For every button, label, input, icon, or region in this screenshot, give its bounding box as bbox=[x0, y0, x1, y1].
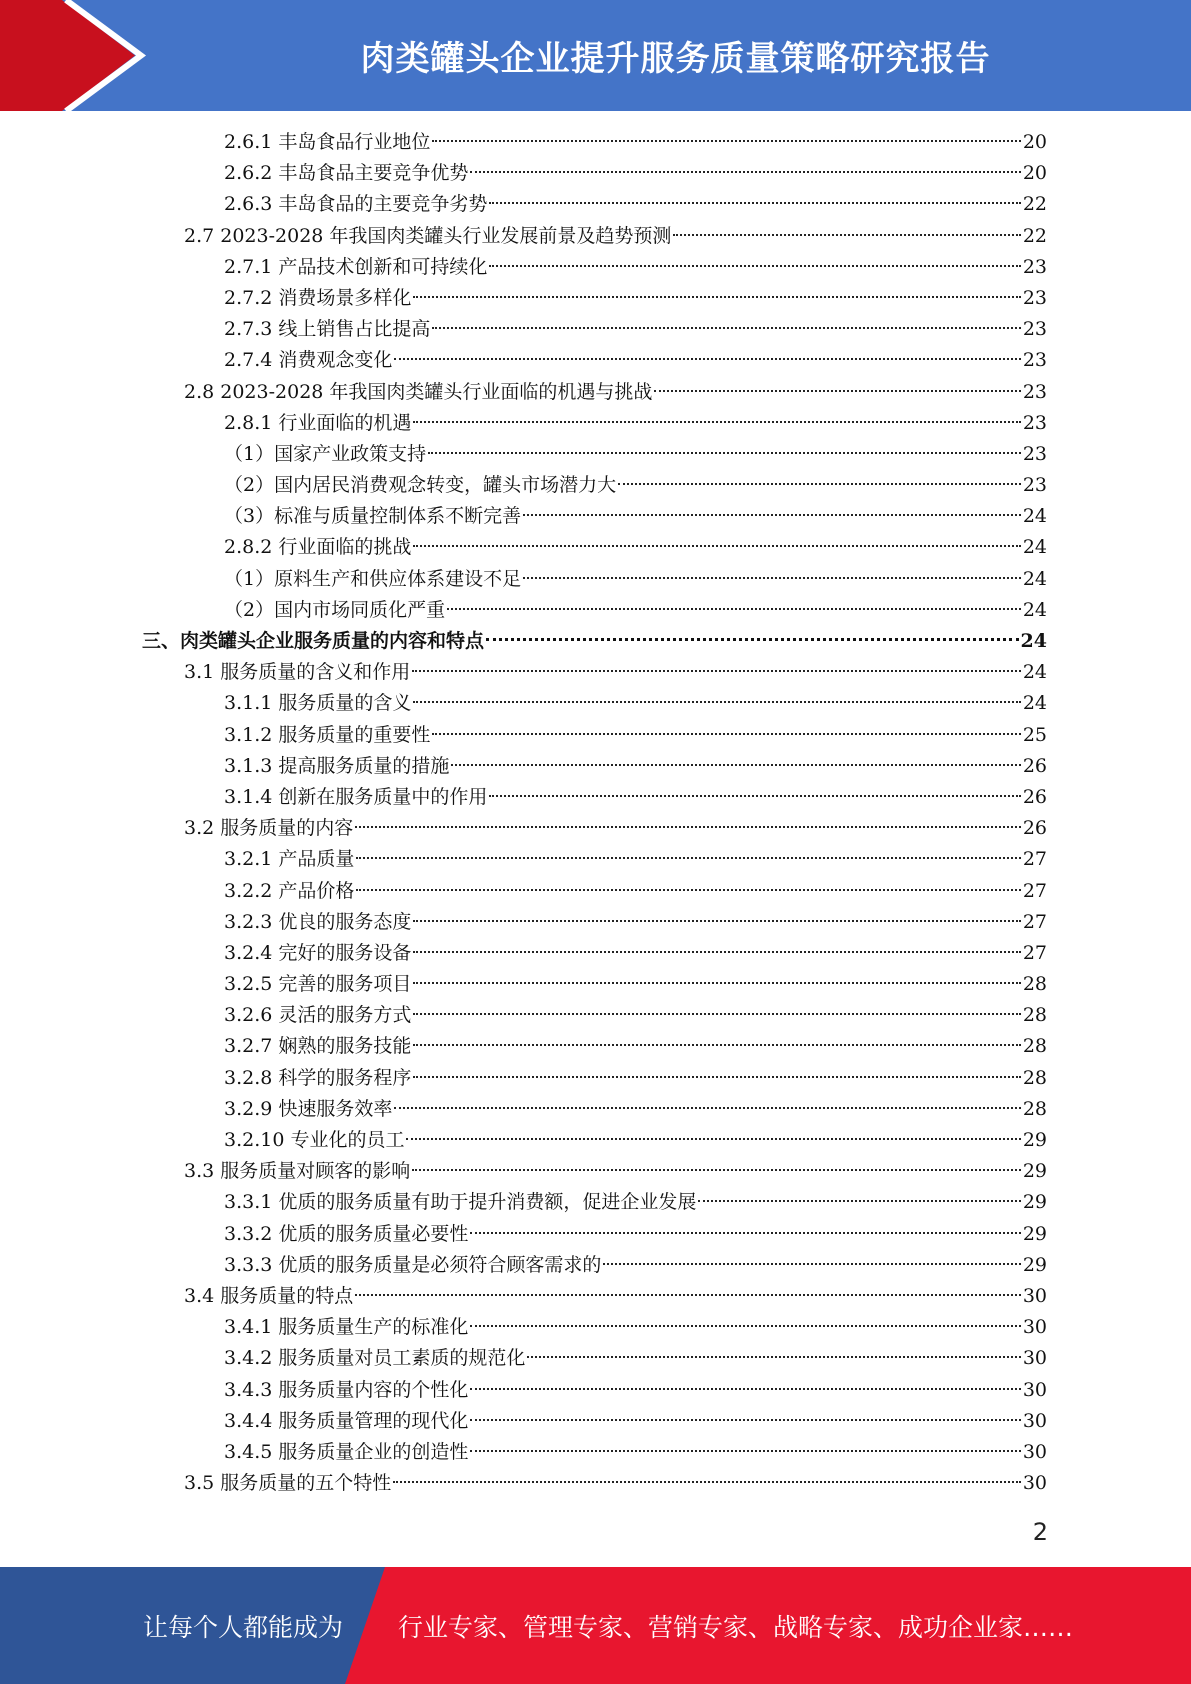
toc-entry-page: 22 bbox=[1022, 224, 1047, 247]
toc-dot-leader bbox=[489, 202, 1020, 204]
toc-dot-leader bbox=[489, 795, 1020, 797]
toc-dot-leader bbox=[447, 608, 1021, 610]
toc-entry[interactable] bbox=[0, 969, 1191, 1000]
toc-entry[interactable] bbox=[0, 1375, 1191, 1406]
toc-entry[interactable] bbox=[0, 595, 1191, 626]
toc-entry-page: 29 bbox=[1022, 1191, 1047, 1214]
toc-entry[interactable] bbox=[0, 127, 1191, 158]
toc-entry[interactable] bbox=[0, 345, 1191, 376]
toc-entry-page: 23 bbox=[1022, 380, 1047, 403]
toc-entry-page: 23 bbox=[1022, 318, 1047, 341]
toc-dot-leader bbox=[470, 1232, 1020, 1234]
toc-entry-page: 30 bbox=[1022, 1316, 1047, 1339]
report-title: 肉类罐头企业提升服务质量策略研究报告 bbox=[360, 39, 991, 79]
toc-entry[interactable] bbox=[0, 938, 1191, 969]
toc-dot-leader bbox=[698, 1200, 1020, 1202]
toc-entry[interactable] bbox=[0, 314, 1191, 345]
toc-entry[interactable] bbox=[0, 1031, 1191, 1062]
chevron-red-shape bbox=[0, 0, 135, 111]
toc-entry-title: 3.2 服务质量的内容 bbox=[184, 817, 354, 840]
toc-dot-leader bbox=[413, 296, 1020, 298]
toc-entry-title: 3.1 服务质量的含义和作用 bbox=[184, 661, 411, 684]
toc-dot-leader bbox=[413, 701, 1020, 703]
toc-entry-title: 2.6.2 丰岛食品主要竞争优势 bbox=[224, 162, 469, 185]
toc-entry-title: （1）原料生产和供应体系建设不足 bbox=[224, 567, 522, 590]
toc-entry-page: 26 bbox=[1022, 754, 1047, 777]
toc-entry[interactable] bbox=[0, 408, 1191, 439]
toc-dot-leader bbox=[356, 857, 1020, 859]
toc-dot-leader bbox=[523, 577, 1021, 579]
toc-entry[interactable] bbox=[0, 252, 1191, 283]
toc-entry-page: 24 bbox=[1020, 630, 1047, 652]
toc-dot-leader bbox=[527, 1356, 1020, 1358]
toc-dot-leader bbox=[432, 327, 1020, 329]
toc-entry-title: （2）国内居民消费观念转变，罐头市场潜力大 bbox=[224, 474, 617, 497]
toc-entry-title: 2.7.2 消费场景多样化 bbox=[224, 286, 412, 309]
toc-dot-leader bbox=[356, 889, 1020, 891]
toc-dot-leader bbox=[470, 1325, 1020, 1327]
toc-entry-page: 30 bbox=[1022, 1347, 1047, 1370]
toc-entry-title: 3.4.4 服务质量管理的现代化 bbox=[224, 1409, 469, 1432]
toc-dot-leader bbox=[470, 1450, 1020, 1452]
toc-entry[interactable] bbox=[0, 876, 1191, 907]
toc-dot-leader bbox=[413, 951, 1020, 953]
toc-entry[interactable] bbox=[0, 1406, 1191, 1437]
toc-entry-page: 24 bbox=[1022, 536, 1047, 559]
toc-entry[interactable] bbox=[0, 532, 1191, 563]
toc-dot-leader bbox=[355, 826, 1021, 828]
toc-entry-title: 2.7.4 消费观念变化 bbox=[224, 349, 393, 372]
toc-entry-title: 3.2.7 娴熟的服务技能 bbox=[224, 1035, 412, 1058]
toc-entry[interactable] bbox=[0, 1281, 1191, 1312]
toc-entry-page: 23 bbox=[1022, 255, 1047, 278]
toc-entry[interactable] bbox=[0, 907, 1191, 938]
toc-dot-leader bbox=[432, 140, 1020, 142]
toc-entry-title: 3.2.3 优良的服务态度 bbox=[224, 910, 412, 933]
toc-dot-leader bbox=[413, 421, 1020, 423]
toc-entry[interactable] bbox=[0, 844, 1191, 875]
toc-entry-page: 26 bbox=[1022, 817, 1047, 840]
toc-entry[interactable] bbox=[0, 377, 1191, 408]
toc-dot-leader bbox=[428, 452, 1021, 454]
toc-dot-leader bbox=[406, 1138, 1020, 1140]
toc-entry-page: 23 bbox=[1022, 474, 1047, 497]
toc-dot-leader bbox=[413, 1044, 1020, 1046]
toc-dot-leader bbox=[393, 1481, 1021, 1483]
toc-entry-title: （1）国家产业政策支持 bbox=[224, 442, 427, 465]
toc-dot-leader bbox=[355, 1294, 1021, 1296]
toc-dot-leader bbox=[412, 670, 1021, 672]
toc-entry-page: 24 bbox=[1022, 505, 1047, 528]
toc-entry[interactable] bbox=[0, 221, 1191, 252]
toc-entry[interactable] bbox=[0, 813, 1191, 844]
toc-entry-page: 29 bbox=[1022, 1222, 1047, 1245]
toc-dot-leader bbox=[413, 1013, 1020, 1015]
toc-dot-leader bbox=[489, 265, 1020, 267]
page-footer bbox=[0, 1567, 1191, 1684]
chevron-decoration bbox=[0, 0, 160, 111]
toc-entry[interactable] bbox=[0, 158, 1191, 189]
toc-entry-title: 3.1.3 提高服务质量的措施 bbox=[224, 754, 450, 777]
toc-entry-page: 24 bbox=[1022, 567, 1047, 590]
toc-entry-title: （3）标准与质量控制体系不断完善 bbox=[224, 505, 522, 528]
toc-entry-page: 20 bbox=[1022, 162, 1047, 185]
toc-entry-title: 2.6.1 丰岛食品行业地位 bbox=[224, 131, 431, 153]
toc-entry-title: 2.8.1 行业面临的机遇 bbox=[224, 411, 412, 434]
toc-entry-title: 3.3 服务质量对顾客的影响 bbox=[184, 1160, 411, 1183]
toc-entry-title: 3.2.8 科学的服务程序 bbox=[224, 1066, 412, 1089]
toc-dot-leader bbox=[394, 358, 1020, 360]
toc-entry[interactable] bbox=[0, 1343, 1191, 1374]
toc-entry-page: 23 bbox=[1022, 411, 1047, 434]
toc-entry[interactable] bbox=[0, 657, 1191, 688]
toc-entry-page: 28 bbox=[1022, 1035, 1047, 1058]
toc-entry-title: 3.5 服务质量的五个特性 bbox=[184, 1472, 392, 1495]
toc-entry[interactable] bbox=[0, 1000, 1191, 1031]
toc-entry-page: 26 bbox=[1022, 785, 1047, 808]
toc-entry[interactable] bbox=[0, 1063, 1191, 1094]
toc-entry-title: 3.4 服务质量的特点 bbox=[184, 1284, 354, 1307]
toc-entry-title: 3.2.9 快速服务效率 bbox=[224, 1097, 393, 1120]
toc-entry-page: 29 bbox=[1022, 1160, 1047, 1183]
toc-entry[interactable] bbox=[0, 1094, 1191, 1125]
toc-dot-leader bbox=[413, 1076, 1020, 1078]
toc-entry[interactable] bbox=[0, 1187, 1191, 1218]
page-number: 2 bbox=[1032, 1518, 1048, 1546]
toc-dot-leader bbox=[413, 920, 1020, 922]
toc-entry-title: 三、肉类罐头企业服务质量的内容和特点 bbox=[142, 630, 485, 652]
toc-entry[interactable] bbox=[0, 501, 1191, 532]
toc-entry[interactable] bbox=[0, 189, 1191, 220]
toc-entry-page: 29 bbox=[1022, 1253, 1047, 1276]
toc-dot-leader bbox=[603, 1263, 1020, 1265]
toc-dot-leader bbox=[394, 1107, 1020, 1109]
toc-dot-leader bbox=[654, 390, 1020, 392]
toc-entry-title: 3.2.6 灵活的服务方式 bbox=[224, 1004, 412, 1027]
toc-entry-page: 30 bbox=[1022, 1409, 1047, 1432]
toc-entry-page: 23 bbox=[1022, 286, 1047, 309]
toc-entry-page: 22 bbox=[1022, 193, 1047, 216]
toc-entry[interactable] bbox=[0, 751, 1191, 782]
toc-entry-title: 3.1.4 创新在服务质量中的作用 bbox=[224, 785, 488, 808]
toc-dot-leader bbox=[523, 514, 1021, 516]
toc-dot-leader bbox=[470, 171, 1020, 173]
toc-entry-title: 3.3.3 优质的服务质量是必须符合顾客需求的 bbox=[224, 1253, 602, 1276]
toc-entry-title: 3.4.1 服务质量生产的标准化 bbox=[224, 1316, 469, 1339]
toc-entry[interactable] bbox=[0, 1156, 1191, 1187]
toc-entry[interactable] bbox=[0, 1468, 1191, 1499]
toc-entry-title: 2.8 2023-2028 年我国肉类罐头行业面临的机遇与挑战 bbox=[184, 380, 653, 403]
toc-entry-title: 3.2.10 专业化的员工 bbox=[224, 1129, 405, 1151]
footer-slogan-left: 让每个人都能成为 bbox=[143, 1612, 344, 1642]
toc-entry-title: 3.2.5 完善的服务项目 bbox=[224, 973, 412, 996]
toc-entry-page: 29 bbox=[1022, 1129, 1047, 1151]
toc-entry[interactable] bbox=[0, 688, 1191, 719]
toc-entry[interactable] bbox=[0, 283, 1191, 314]
toc-entry-page: 30 bbox=[1022, 1440, 1047, 1463]
toc-dot-leader bbox=[412, 1169, 1021, 1171]
toc-entry[interactable] bbox=[0, 1219, 1191, 1250]
toc-entry-title: 2.6.3 丰岛食品的主要竞争劣势 bbox=[224, 193, 488, 216]
toc-entry-page: 23 bbox=[1022, 442, 1047, 465]
toc-entry-page: 20 bbox=[1022, 131, 1047, 153]
toc-entry-title: 3.1.2 服务质量的重要性 bbox=[224, 723, 431, 746]
toc-entry-title: 3.4.3 服务质量内容的个性化 bbox=[224, 1378, 469, 1401]
toc-entry-page: 28 bbox=[1022, 1097, 1047, 1120]
toc-dot-leader bbox=[451, 764, 1020, 766]
toc-entry[interactable] bbox=[0, 1250, 1191, 1281]
toc-entry-title: 3.2.1 产品质量 bbox=[224, 848, 355, 871]
toc-dot-leader bbox=[618, 483, 1021, 485]
toc-dot-leader bbox=[413, 545, 1020, 547]
toc-entry[interactable] bbox=[0, 564, 1191, 595]
toc-entry[interactable] bbox=[0, 1125, 1191, 1156]
toc-entry-page: 24 bbox=[1022, 692, 1047, 715]
toc-entry-title: 3.2.2 产品价格 bbox=[224, 879, 355, 902]
toc-entry-title: 2.7 2023-2028 年我国肉类罐头行业发展前景及趋势预测 bbox=[184, 224, 672, 247]
toc-entry[interactable] bbox=[0, 626, 1191, 657]
toc-entry[interactable] bbox=[0, 782, 1191, 813]
footer-slogan-right: 行业专家、管理专家、营销专家、战略专家、成功企业家…… bbox=[398, 1612, 1074, 1642]
toc-entry-page: 24 bbox=[1022, 661, 1047, 684]
toc-entry-title: 3.3.2 优质的服务质量必要性 bbox=[224, 1222, 469, 1245]
toc-entry-page: 25 bbox=[1022, 723, 1047, 746]
toc-entry-page: 27 bbox=[1022, 848, 1047, 871]
toc-entry-page: 30 bbox=[1022, 1472, 1047, 1495]
toc-entry-title: 3.2.4 完好的服务设备 bbox=[224, 941, 412, 964]
toc-entry-page: 27 bbox=[1022, 879, 1047, 902]
toc-entry-title: 3.4.2 服务质量对员工素质的规范化 bbox=[224, 1347, 526, 1370]
toc-entry-page: 24 bbox=[1022, 598, 1047, 621]
page-header bbox=[0, 0, 1191, 111]
toc-entry[interactable] bbox=[0, 720, 1191, 751]
toc-dot-leader bbox=[673, 234, 1020, 236]
toc-dot-leader bbox=[486, 638, 1019, 641]
toc-dot-leader bbox=[413, 982, 1020, 984]
toc-entry-page: 28 bbox=[1022, 1066, 1047, 1089]
toc-entry-title: 3.4.5 服务质量企业的创造性 bbox=[224, 1440, 469, 1463]
toc-entry[interactable] bbox=[0, 439, 1191, 470]
toc-dot-leader bbox=[470, 1388, 1020, 1390]
toc-entry-page: 28 bbox=[1022, 1004, 1047, 1027]
toc-entry-page: 30 bbox=[1022, 1378, 1047, 1401]
toc-entry-page: 27 bbox=[1022, 941, 1047, 964]
toc-entry-page: 30 bbox=[1022, 1284, 1047, 1307]
toc-entry-page: 27 bbox=[1022, 910, 1047, 933]
toc-entry-title: 2.8.2 行业面临的挑战 bbox=[224, 536, 412, 559]
toc-dot-leader bbox=[432, 733, 1020, 735]
toc-entry-title: 2.7.3 线上销售占比提高 bbox=[224, 318, 431, 341]
toc-entry-page: 23 bbox=[1022, 349, 1047, 372]
toc-entry[interactable] bbox=[0, 1437, 1191, 1468]
table-of-contents bbox=[0, 127, 1191, 1499]
toc-dot-leader bbox=[470, 1419, 1020, 1421]
toc-entry-title: 3.3.1 优质的服务质量有助于提升消费额，促进企业发展 bbox=[224, 1191, 697, 1214]
toc-entry[interactable] bbox=[0, 1312, 1191, 1343]
toc-entry-page: 28 bbox=[1022, 973, 1047, 996]
toc-entry-title: （2）国内市场同质化严重 bbox=[224, 598, 446, 621]
toc-entry[interactable] bbox=[0, 470, 1191, 501]
toc-entry-title: 2.7.1 产品技术创新和可持续化 bbox=[224, 255, 488, 278]
toc-entry-title: 3.1.1 服务质量的含义 bbox=[224, 692, 412, 715]
